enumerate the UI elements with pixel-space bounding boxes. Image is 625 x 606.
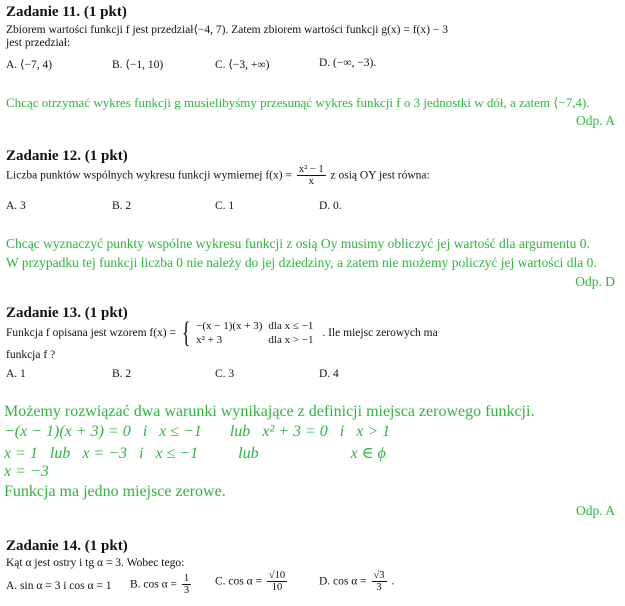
task13-solution-intro: Możemy rozwiązać dwa warunki wynikające z definicji miejsca zerowego funkcji.: [4, 403, 535, 420]
task12-solution-line2: W przypadku tej funkcji liczba 0 nie należy do jej dziedziny, a zatem nie możemy policzyć jej wartości dla 0.: [6, 255, 597, 270]
task11-option-b: B. ⟨−1, 10): [112, 59, 164, 71]
task13-case1-expr: −(x − 1)(x + 3): [196, 320, 263, 332]
task14-option-b-denominator: 3: [183, 585, 190, 596]
task12-title: Zadanie 12. (1 pkt): [6, 148, 128, 164]
task13-title: Zadanie 13. (1 pkt): [6, 305, 128, 321]
task11-question-line1: Zbiorem wartości funkcji f jest przedział⟨−4, 7). Zatem zbiorem wartości funkcji g(x) = f(x) − 3: [6, 24, 448, 36]
task12-option-d: D. 0.: [319, 200, 342, 212]
task13-brace: {: [181, 316, 191, 349]
task13-option-c: C. 3: [215, 368, 235, 380]
task14-option-d-denominator: 3: [376, 582, 382, 593]
task13-case1-cond: dla x ≤ −1: [268, 320, 314, 332]
task14-option-d-fraction: [372, 570, 387, 593]
task13-option-d: D. 4: [319, 368, 339, 380]
task12-question-before: Liczba punktów wspólnych wykresu funkcji wymiernej f(x) =: [6, 169, 292, 182]
task13-question: [6, 318, 438, 348]
task14-option-c-label: C. cos α =: [215, 575, 263, 588]
task12-option-a: A. 3: [6, 200, 26, 212]
task14-option-b-numerator: 1: [183, 573, 190, 584]
task14-option-d-label: D. cos α =: [319, 575, 367, 588]
task14-option-d-end: .: [391, 575, 395, 588]
task12-fraction-denominator: x: [308, 176, 314, 187]
task14-title: Zadanie 14. (1 pkt): [6, 538, 128, 554]
task14-option-b: [130, 573, 193, 596]
task12-option-c: C. 1: [215, 200, 235, 212]
task12-solution-line1: Chcąc wyznaczyć punkty wspólne wykresu funkcji z osią Oy musimy obliczyć jej wartość dla argumentu 0.: [6, 236, 590, 251]
task13-case2-expr: x² + 3: [196, 334, 223, 346]
task13-math-line1: −(x − 1)(x + 3) = 0 i x ≤ −1 lub x² + 3 = 0 i x > 1: [4, 423, 391, 440]
task14-question: Kąt α jest ostry i tg α = 3. Wobec tego:: [6, 557, 185, 569]
task13-question-line2: funkcja f ?: [6, 349, 56, 361]
task13-option-a: A. 1: [6, 368, 26, 380]
task12-answer: Odp. D: [575, 274, 615, 289]
task11-question-line2: jest przedział:: [6, 37, 71, 49]
task12-fraction-numerator: x² − 1: [298, 164, 324, 175]
task14-option-c-numerator: √10: [268, 570, 286, 581]
task12-fraction: [297, 164, 326, 187]
task14-option-d: [319, 570, 394, 593]
task11-option-d: D. (−∞, −3).: [319, 57, 377, 69]
task14-option-b-fraction: [182, 573, 191, 596]
task14-option-a: A. sin α = 3 i cos α = 1: [6, 580, 112, 592]
task11-answer: Odp. A: [575, 113, 615, 128]
task14-option-c-denominator: 10: [271, 582, 283, 593]
task13-question-after: . Ile miejsc zerowych ma: [322, 327, 438, 339]
task13-math-line3: x = −3: [4, 463, 49, 480]
task12-question: [6, 164, 430, 187]
task13-question-before: Funkcja f opisana jest wzorem f(x) =: [6, 327, 176, 339]
task13-piecewise: [196, 319, 319, 347]
task14-option-b-label: B. cos α =: [130, 578, 178, 591]
task11-option-a: A. ⟨−7, 4): [6, 59, 53, 71]
task13-answer: Odp. A: [575, 503, 615, 518]
task11-title: Zadanie 11. (1 pkt): [6, 4, 127, 20]
task13-option-b: B. 2: [112, 368, 132, 380]
task14-option-c-fraction: [267, 570, 287, 593]
task11-option-c: C. ⟨−3, +∞): [215, 59, 270, 71]
task14-option-d-numerator: √3: [373, 570, 385, 581]
task13-conclusion: Funkcja ma jedno miejsce zerowe.: [4, 483, 226, 500]
task13-math-line2: x = 1 lub x = −3 i x ≤ −1 lub x ∈ ϕ: [4, 445, 386, 462]
task13-case2-cond: dla x > −1: [268, 334, 314, 346]
task14-option-c: [215, 570, 289, 593]
task12-option-b: B. 2: [112, 200, 132, 212]
task11-solution: Chcąc otrzymać wykres funkcji g musielibyśmy przesunąć wykres funkcji f o 3 jednostki w dół, a zatem ⟨−7,4).: [6, 95, 590, 110]
task12-question-after: z osią OY jest równa:: [330, 169, 430, 182]
